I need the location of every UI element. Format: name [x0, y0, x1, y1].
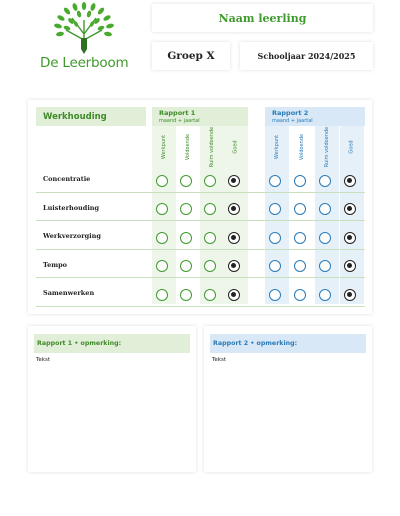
- r1-radio-1[interactable]: [180, 260, 192, 272]
- rapport2-subtitle: maand + jaartal: [272, 118, 313, 124]
- r2-radio-3[interactable]: [344, 260, 356, 272]
- r1-radio-2[interactable]: [204, 203, 216, 215]
- rapport1-remark-card: [28, 326, 196, 472]
- row-divider: [36, 249, 365, 250]
- column-label: Voldoende: [185, 133, 191, 161]
- row-divider: [36, 277, 365, 278]
- row-label-samenwerken: Samenwerken: [43, 289, 95, 297]
- r2-radio-2[interactable]: [319, 232, 331, 244]
- column-label: Ruim voldoende: [209, 126, 215, 168]
- row-label-werkverzorging: Werkverzorging: [43, 232, 101, 240]
- logo-name: De Leerboom: [40, 55, 129, 71]
- r1-radio-1[interactable]: [180, 232, 192, 244]
- r2-col-goed: [340, 130, 364, 164]
- r1-radio-1[interactable]: [180, 175, 192, 187]
- r2-radio-2[interactable]: [319, 260, 331, 272]
- r2-radio-1[interactable]: [294, 260, 306, 272]
- r2-radio-0[interactable]: [269, 289, 281, 301]
- r1-radio-0[interactable]: [156, 289, 168, 301]
- r2-col-werkpunt: [265, 130, 289, 164]
- r1-radio-2[interactable]: [204, 260, 216, 272]
- student-name-field[interactable]: Naam leerling: [152, 4, 373, 32]
- rapport2-remark-card: [204, 326, 372, 472]
- column-label: Goed: [233, 140, 239, 154]
- r2-radio-3[interactable]: [344, 289, 356, 301]
- r1-radio-1[interactable]: [180, 289, 192, 301]
- r1-radio-3[interactable]: [228, 203, 240, 215]
- r2-radio-0[interactable]: [269, 175, 281, 187]
- r1-radio-0[interactable]: [156, 232, 168, 244]
- column-label: Werkpunt: [274, 134, 280, 160]
- r2-col-ruim-voldoende: [315, 126, 339, 168]
- r1-radio-3[interactable]: [228, 232, 240, 244]
- r2-radio-3[interactable]: [344, 232, 356, 244]
- row-label-luisterhouding: Luisterhouding: [43, 204, 100, 212]
- r2-radio-2[interactable]: [319, 175, 331, 187]
- r1-col-werkpunt: [152, 130, 176, 164]
- r1-radio-3[interactable]: [228, 260, 240, 272]
- section-title: Werkhouding: [36, 107, 146, 126]
- column-label: Voldoende: [299, 133, 305, 161]
- rapport2-title: Rapport 2: [272, 109, 309, 117]
- r2-radio-0[interactable]: [269, 203, 281, 215]
- rapport1-title: Rapport 1: [159, 109, 196, 117]
- row-divider: [36, 192, 365, 193]
- r1-col-goed: [224, 130, 248, 164]
- column-label: Werkpunt: [161, 134, 167, 160]
- r2-radio-3[interactable]: [344, 203, 356, 215]
- row-label-tempo: Tempo: [43, 261, 67, 269]
- r2-radio-1[interactable]: [294, 203, 306, 215]
- rapport2-remark-title: Rapport 2 • opmerking:: [210, 334, 366, 353]
- r1-radio-3[interactable]: [228, 175, 240, 187]
- werkhouding-table: [28, 100, 372, 314]
- r2-radio-1[interactable]: [294, 175, 306, 187]
- group-field[interactable]: Groep X: [152, 42, 230, 70]
- r1-col-ruim-voldoende: [200, 126, 224, 168]
- row-divider: [36, 220, 365, 221]
- rapport1-subtitle: maand + jaartal: [159, 118, 200, 124]
- r2-radio-1[interactable]: [294, 232, 306, 244]
- r1-radio-1[interactable]: [180, 203, 192, 215]
- r2-radio-0[interactable]: [269, 232, 281, 244]
- row-divider: [36, 306, 365, 307]
- r1-radio-0[interactable]: [156, 203, 168, 215]
- school-year-field[interactable]: Schooljaar 2024/2025: [240, 42, 373, 70]
- r1-radio-2[interactable]: [204, 289, 216, 301]
- rapport1-remark-text[interactable]: Tekst: [36, 357, 51, 363]
- r2-radio-2[interactable]: [319, 203, 331, 215]
- r2-radio-3[interactable]: [344, 175, 356, 187]
- r1-radio-0[interactable]: [156, 260, 168, 272]
- rapport2-header: [265, 107, 365, 126]
- column-label: Ruim voldoende: [324, 126, 330, 168]
- column-label: Goed: [349, 140, 355, 154]
- r1-radio-0[interactable]: [156, 175, 168, 187]
- r2-radio-0[interactable]: [269, 260, 281, 272]
- r1-radio-3[interactable]: [228, 289, 240, 301]
- r2-col-voldoende: [290, 130, 314, 164]
- r1-radio-2[interactable]: [204, 175, 216, 187]
- rapport2-remark-text[interactable]: Tekst: [212, 357, 227, 363]
- row-label-concentratie: Concentratie: [43, 175, 91, 183]
- r1-radio-2[interactable]: [204, 232, 216, 244]
- rapport1-remark-title: Rapport 1 • opmerking:: [34, 334, 190, 353]
- r1-col-voldoende: [176, 130, 200, 164]
- r2-radio-2[interactable]: [319, 289, 331, 301]
- rapport1-header: [152, 107, 248, 126]
- r2-radio-1[interactable]: [294, 289, 306, 301]
